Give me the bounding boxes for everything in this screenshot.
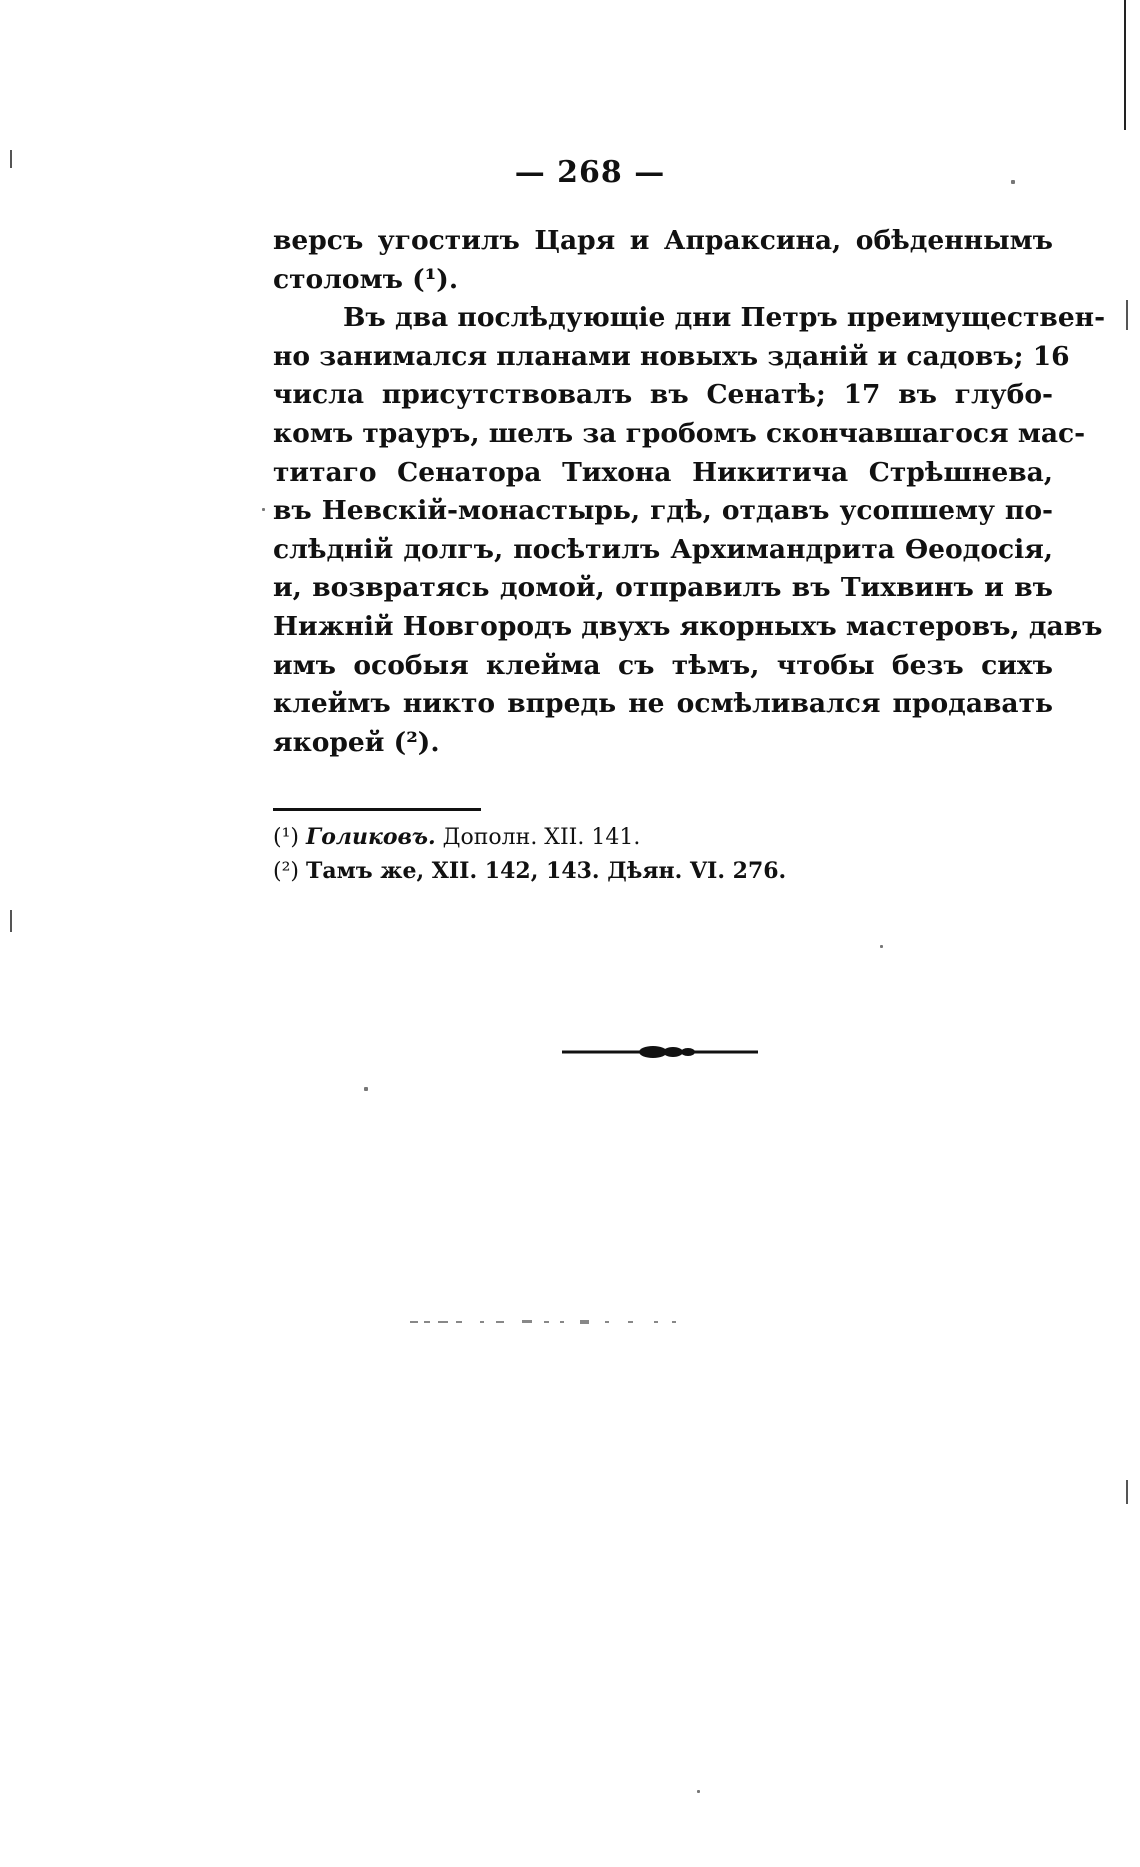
page-number: — 268 —	[514, 155, 666, 190]
body-line: якорей (²).	[273, 726, 440, 758]
edge-mark	[1126, 300, 1128, 330]
body-line: комъ трауръ, шелъ за гробомъ скончавшагося мас-	[273, 417, 1086, 449]
footnote-2-marker: (²)	[273, 859, 299, 884]
footnote-divider	[273, 808, 481, 811]
body-text	[273, 222, 1106, 762]
footnote-1-marker: (¹)	[273, 825, 299, 850]
footnote-2	[273, 854, 973, 888]
body-line: Въ два послѣдующіе дни Петръ преимуществен-	[343, 302, 1106, 334]
print-speck	[262, 508, 265, 511]
body-line: слѣдній долгъ, посѣтилъ Архимандрита Ѳеодосія,	[273, 533, 1053, 565]
body-line: имъ особыя клейма съ тѣмъ, чтобы безъ сихъ	[273, 649, 1053, 681]
footnote-1	[273, 820, 973, 854]
body-line: клеймъ никто впредь не осмѣливался продавать	[273, 688, 1053, 720]
footnote-1-author: Голиковъ.	[306, 824, 436, 850]
print-speck	[880, 945, 883, 948]
body-line: но занимался планами новыхъ зданій и садовъ; 16	[273, 340, 1070, 372]
tailpiece-ornament-icon	[560, 1040, 760, 1064]
footnotes	[273, 820, 973, 888]
footnote-1-reference: Дополн. XII. 141.	[442, 825, 641, 850]
body-line: числа присутствовалъ въ Сенатѣ; 17 въ глубо-	[273, 379, 1053, 411]
body-line: версъ угостилъ Царя и Апраксина, обѣденнымъ	[273, 225, 1053, 256]
edge-mark	[1126, 1480, 1128, 1504]
body-line: Нижній Новгородъ двухъ якорныхъ мастеровъ, давъ	[273, 610, 1103, 642]
print-dust-row	[410, 1318, 840, 1326]
body-line: и, возвратясь домой, отправилъ въ Тихвинъ и въ	[273, 572, 1053, 604]
body-line: титаго Сенатора Тихона Никитича Стрѣшнева,	[273, 456, 1053, 488]
body-line: въ Невскій-монастырь, гдѣ, отдавъ усопшему по-	[273, 495, 1053, 527]
print-speck	[1011, 180, 1015, 184]
footnote-2-text: Тамъ же, XII. 142, 143. Дѣян. VI. 276.	[306, 858, 787, 884]
print-speck	[697, 1790, 700, 1793]
page-edge-line	[1124, 0, 1126, 130]
edge-mark	[10, 910, 12, 932]
print-speck	[364, 1087, 368, 1091]
body-line: столомъ (¹).	[273, 263, 459, 295]
